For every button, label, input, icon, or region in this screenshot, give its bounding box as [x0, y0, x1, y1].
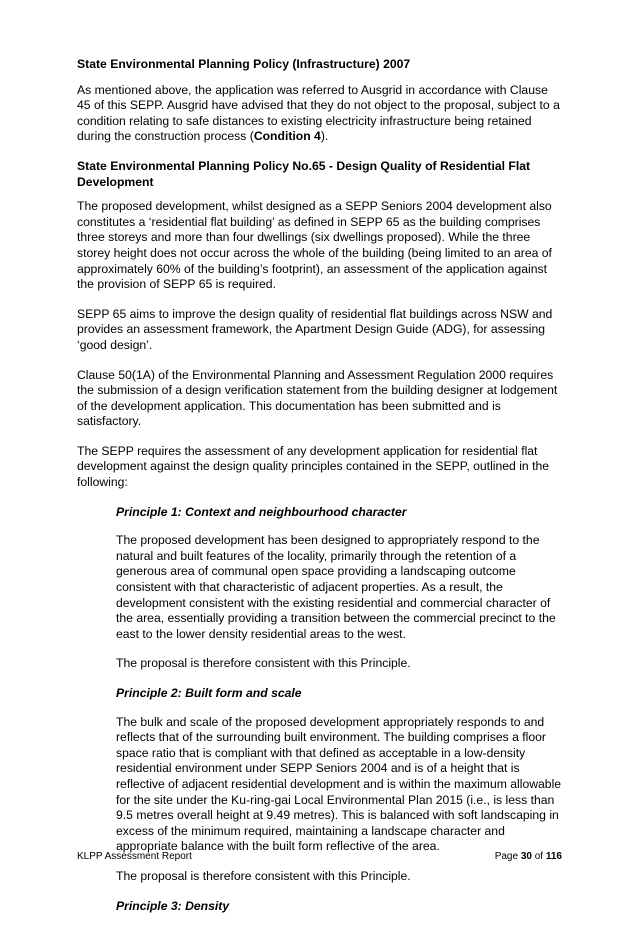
section-heading-infrastructure: State Environmental Planning Policy (Infrastructure) 2007 [77, 57, 411, 71]
infrastructure-paragraph [77, 83, 563, 145]
principle-1-heading: Principle 1: Context and neighbourhood character [116, 504, 407, 519]
footer-page-label: Page [494, 851, 519, 862]
sepp65-paragraph-4: The SEPP requires the assessment of any development application for residential flat development against the design quality principles contained in the SEPP, outlined in the following: [77, 443, 550, 490]
condition-reference: Condition 4 [253, 129, 321, 144]
sepp65-paragraph-2: SEPP 65 aims to improve the design quality of residential flat buildings across NSW and provides an assessment framework, the Apartment Design Guide (ADG), for assessing ‘good design’. [77, 306, 553, 352]
page-footer [77, 851, 562, 862]
infrastructure-paragraph-end: ). [320, 129, 329, 144]
footer-report-name: KLPP Assessment Report [77, 851, 192, 862]
principle-2-body: The bulk and scale of the proposed development appropriately responds to and reflects that of the surrounding built environment. The building comprises a floor space ratio that is compliant with that defined as acceptable in a low-density residential environment under SEPP Seniors 2004 and is of a height that is reflective of adjacent residential development and is within the maximum allowable for the site under the Ku-ring-gai Local Environmental Plan 2015 (i.e., is less than 9.5 metres overall height at 9.49 metres). This is balanced with soft landscaping in excess of the minimum required, maintaining a landscape character and appropriate balance with the built form reflective of the area. [116, 714, 562, 854]
sepp65-paragraph-1: The proposed development, whilst designed as a SEPP Seniors 2004 development also constitutes a ‘residential flat building’ as defined in SEPP 65 as the building comprises three storeys and more than four dwellings (six dwellings proposed). While the three storey height does not occur across the whole of the building (being limited to an area of approximately 60% of the building’s footprint), an assessment of the application against the provision of SEPP 65 is required. [77, 199, 552, 292]
footer-total-pages: 116 [545, 851, 562, 862]
principle-1-body: The proposed development has been designed to appropriately respond to the natural and built features of the locality, primarily through the retention of a generous area of communal open space providing a landscaping outcome consistent with that characteristic of adjacent properties. As a result, the development consistent with the existing residential and commercial character of the area, essentially providing a transition between the commercial precinct to the east to the lower density residential areas to the west. [116, 533, 556, 641]
footer-page-number: 30 [520, 851, 532, 862]
sepp65-paragraph-3: Clause 50(1A) of the Environmental Planning and Assessment Regulation 2000 requires the submission of a design verification statement from the building designer at lodgement of the development application. This documentation has been submitted and is satisfactory. [77, 367, 558, 429]
principle-3-heading: Principle 3: Density [116, 898, 230, 913]
page-content [77, 57, 563, 927]
infrastructure-paragraph-text: As mentioned above, the application was referred to Ausgrid in accordance with Clause 45 of this SEPP. Ausgrid have advised that they do not object to the proposal, subject to a condition relating to safe distances to existing electricity infrastructure being retained during the construction process ( [77, 82, 560, 144]
principle-2-conclusion: The proposal is therefore consistent with this Principle. [116, 868, 411, 883]
principle-2-heading: Principle 2: Built form and scale [116, 686, 302, 700]
footer-page-indicator [495, 851, 562, 862]
footer-of-label: of [534, 851, 544, 862]
principle-1-conclusion: The proposal is therefore consistent with this Principle. [116, 656, 411, 671]
section-heading-sepp65: State Environmental Planning Policy No.65 - Design Quality of Residential Flat Development [77, 158, 531, 189]
